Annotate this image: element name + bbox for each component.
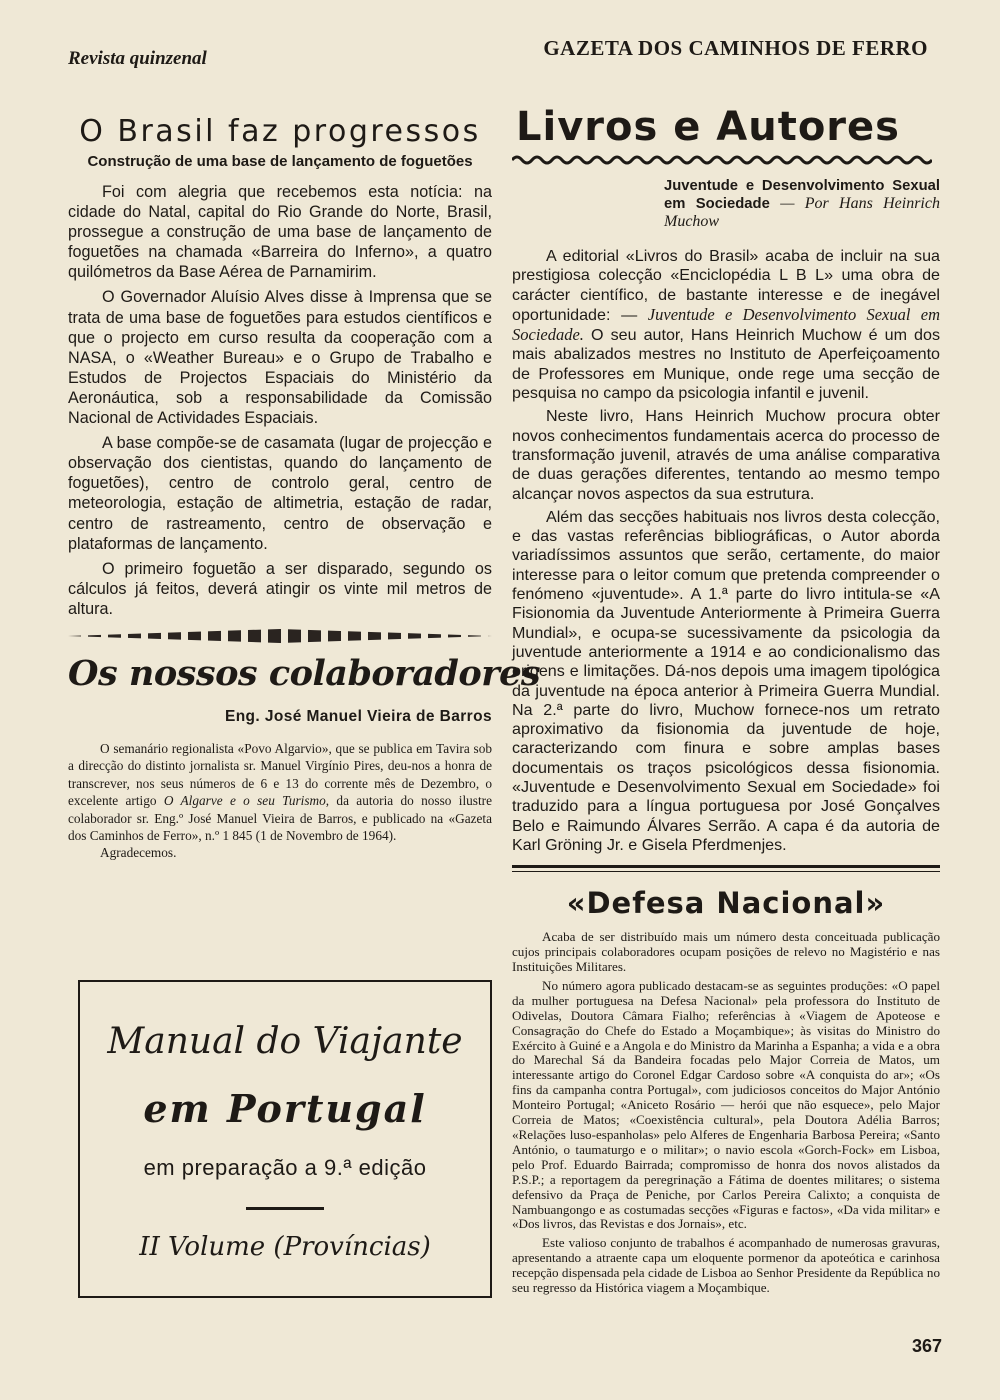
running-header-right: GAZETA DOS CAMINHOS DE FERRO — [543, 36, 928, 60]
text-run: O semanário regionalista «Povo Algarvio», que se publica em Tavira sob a direcção do distinto jornalista sr. Manuel Virgínio Pires, deu-nos a honra de transcrever, nos seus números de 6 e 13 do corrente mês de Dezembro, o excelente artigo — [68, 740, 492, 809]
article-defesa — [512, 886, 940, 1296]
book-author: — Por Hans Heinrich Muchow — [664, 195, 940, 230]
text-run: , da autoria do nosso ilustre colaborador sr. Eng.º José Manuel Vieira de Barros, e publicado na «Gazeta dos Caminhos de Ferro», n.º 1 845 (1 de Novembro de 1964). — [68, 793, 492, 843]
article-body — [512, 247, 940, 855]
paragraph — [68, 740, 492, 844]
paragraph: Neste livro, Hans Heinrich Muchow procura obter novos conhecimentos fundamentais acerca do processo de transformação juvenil, através de uma análise comparativa de duas gerações diferentes, tentando ao mesmo tempo alcançar novos aspectos da sua estrutura. — [512, 407, 940, 503]
advert-title: Manual do Viajante — [107, 1021, 463, 1062]
section-divider — [68, 629, 492, 643]
paragraph: A base compõe-se de casamata (lugar de projecção e observação dos cientistas, quando do lançamento de foguetões), centro de controlo geral, centro de meteorologia, estação de altimetria, estação de radar, centro de rastreamento, centro de observação e plataformas de lançamento. — [68, 434, 492, 553]
author-name: Eng. José Manuel Vieira de Barros — [224, 707, 492, 725]
article-brasil — [68, 114, 492, 619]
book-title: Juventude e Desenvolvimento Sexual em Sociedade — [664, 178, 940, 212]
book-reference — [664, 178, 940, 231]
section-title: Os nossos colaboradores — [68, 652, 541, 694]
paragraph: Este valioso conjunto de trabalhos é acompanhado de numerosas gravuras, apresentando a atraente capa um eloquente pormenor da apoteótica e carinhosa recepção dispensada pela cidade de Lisboa ao Senhor Presidente da República no seu regresso da Histórica viagem a Moçambique. — [512, 1235, 940, 1296]
paragraph: O Governador Aluísio Alves disse à Imprensa que se trata de uma base de foguetões para estudos científicos e que o projecto em curso resulta da cooperação com a NASA, o «Weather Bureau» e o Grupo de Trabalho e Estudos de Projectos Espaciais do Ministério da Aeronáutica, sob a responsabilidade da Comissão Nacional de Actividades Espaciais. — [68, 288, 492, 428]
paragraph: Agradecemos. — [100, 845, 177, 861]
article-body — [68, 182, 492, 619]
section-title: «Defesa Nacional» — [566, 886, 886, 921]
running-header-left: Revista quinzenal — [68, 48, 207, 69]
paragraph: O primeiro foguetão a ser disparado, segundo os cálculos já feitos, deverá atingir os vinte mil metros de altura. — [68, 559, 492, 618]
section-title: Livros e Autores — [516, 104, 900, 150]
article-subtitle: Construção de uma base de lançamento de foguetões — [87, 153, 473, 170]
wavy-rule — [512, 154, 932, 166]
paragraph: No número agora publicado destacam-se as seguintes produções: «O papel da mulher portuguesa na Defesa Nacional» pela professora do Instituto de Odivelas, Doutora Câmara Fialho; referências à «Viagem de Apoteose e Consagração do Chefe do Estado a Moçambique»; às visitas do Ministro do Exército à Guiné e a Angola e do Ministro da Marinha a Espanha; a vida e a obra do Marechal Sá da Bandeira focadas pelo Major Correia de Matos, um interessante artigo do Coronel Edgar Cardoso sobre «A conquista do ar»; «Os fins da campanha contra Portugal», com judiciosos conceitos do Major António Monteiro Portugal; «Aniceto Rosário — herói que não esquece», pelo Major Correia de Matos; «Coexistência cultural», pela Doutora Adélia Barros; «Relações luso-espanholas» pelo Alferes de Engenharia Barbosa Pereira; «Santo António, o taumaturgo e o militar»; o navio escola «Gorch-Fock» em Lisboa, pelo Prof. Eduardo Bairrada; compromisso de honra dos novos alistados da P.S.P.; a reportagem da peregrinação a Fátima de doentes militares; o sistema defensivo da Praça de Peniche, por Carlos Pereira Calixto; a conquista de Nambuangongo e as costumadas secções «Figuras e factos», «Da vida militar» e «Dos livros, das Revistas e dos Jornais», etc. — [512, 977, 940, 1232]
paragraph: Acaba de ser distribuído mais um número desta conceituada publicação cujos principais colaboradores ocupam posições de relevo no Magistério e nas Instituições Militares. — [512, 929, 940, 975]
book-title-inline: Juventude e Desenvolvimento Sexual em Sociedade. — [512, 304, 940, 345]
advertisement-box — [78, 980, 492, 1298]
paragraph: Além das secções habituais nos livros desta colecção, e das vastas referências bibliográficas, o Autor aborda variadíssimos assuntos que serão, certamente, do maior interesse para o leitor comum que pretenda compreender o fenómeno «juventude». A 1.ª parte do livro intitula-se «A Fisionomia da Juventude Anteriormente à Primeira Guerra Mundial», e ocupa-se sucessivamente da psicologia da juventude anteriormente a 1914 e ao condicionalismo das origens e limitações. Dá-nos depois uma imagem tipológica da juventude na época anterior à Primeira Guerra Mundial. Na 2.ª parte do livro, Muchow fornece-nos um retrato aproximativo da fisionomia da juventude de hoje, caracterizando com finura e sobre amplas bases documentais os traços psicológicos dessa fisionomia. «Juventude e Desenvolvimento Sexual em Sociedade» foi traduzido para a língua portuguesa por José Gonçalves Belo e Raimundo Álvares Serrão. A capa é da autoria de Karl Gröning Jr. e Gisela Pferdmenjes. — [512, 507, 940, 854]
article-reference: O Algarve e o seu Turismo — [163, 793, 326, 809]
article-colaboradores — [68, 652, 541, 862]
article-body — [512, 930, 940, 1296]
advert-rule — [246, 1207, 324, 1210]
article-livros — [512, 104, 940, 855]
page-number: 367 — [911, 1336, 942, 1356]
article-body — [68, 740, 492, 862]
advert-title-2: em Portugal — [143, 1086, 427, 1131]
text-run: O seu autor, Hans Heinrich Muchow é um dos mais abalizados mestres no Instituto de Aperfeiçoamento de Professores em Munique, onde rege uma secção de pesquisa no campo da psicologia infantil e juvenil. — [512, 326, 940, 403]
paragraph: Foi com alegria que recebemos esta notícia: na cidade do Natal, capital do Rio Grande do Norte, Brasil, prossegue a construção de uma base de lançamento de foguetões na chamada «Barreira do Inferno», a quatro quilómetros da Base Aérea de Parnamirim. — [68, 183, 492, 282]
text-run: A editorial «Livros do Brasil» acaba de incluir na sua prestigiosa colecção «Enciclopédia L B L» uma obra de carácter científico, de bastante interesse e de inegável oportunidade: — — [512, 247, 940, 324]
left-column — [68, 114, 541, 862]
advert-edition: em preparação a 9.ª edição — [143, 1155, 427, 1180]
section-divider — [512, 865, 940, 872]
paragraph — [512, 247, 940, 403]
article-title: O Brasil faz progressos — [79, 114, 481, 149]
right-column — [512, 104, 940, 1300]
advert-volume: II Volume (Províncias) — [139, 1232, 431, 1262]
